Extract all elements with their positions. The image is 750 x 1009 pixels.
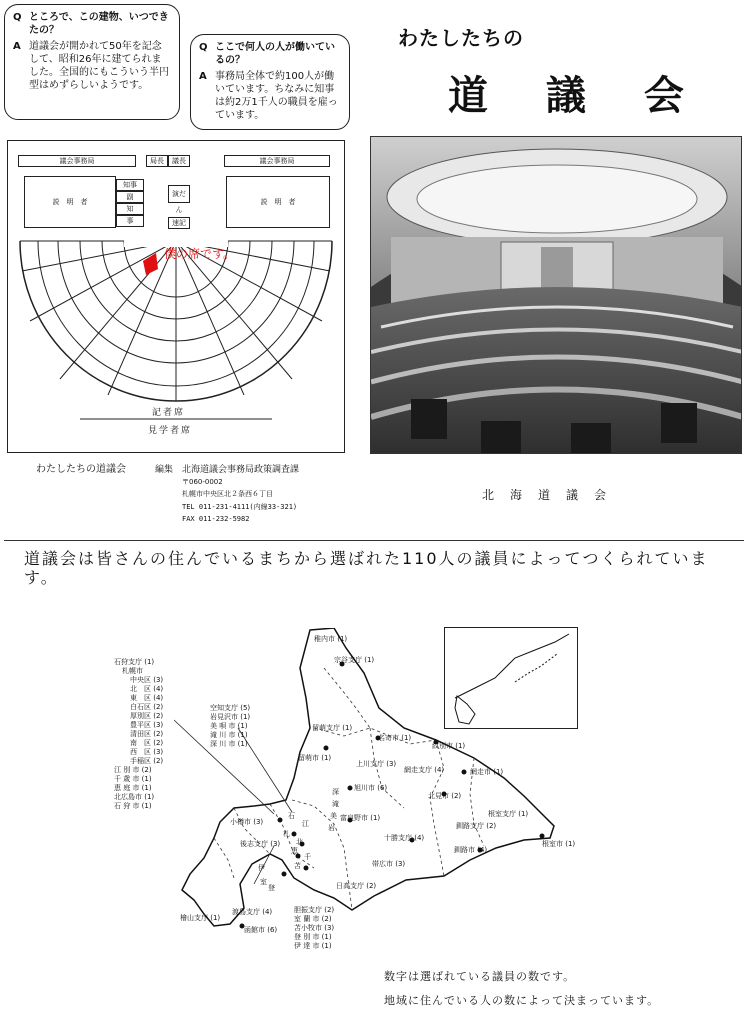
city-mark: 江 (302, 820, 309, 828)
region-entry: 西 区 (3) (130, 748, 164, 756)
map-label: 釧路市 (4) (454, 846, 488, 854)
headline: 道議会は皆さんの住んでいるまちから選ばれた110人の議員によってつくられています。 (24, 549, 709, 587)
map-label: 留萌市 (1) (298, 754, 332, 762)
gov-seat: 事 (116, 215, 144, 227)
office-right: 議会事務局 (224, 155, 330, 167)
chairman-seat: 議長 (168, 155, 190, 167)
region-entry: 胆振支庁 (2) (294, 906, 335, 914)
answer-staff: 事務局全体で約100人が働いています。ちなみに知事は約2万1千人の職員を雇っています。 (215, 71, 338, 121)
colophon-fax: FAX 011-232-5982 (182, 515, 250, 523)
map-label: 函館市 (6) (244, 926, 278, 934)
map-label: 上川支庁 (3) (356, 760, 397, 768)
region-entry: 手稲区 (2) (130, 757, 164, 765)
map-label: 後志支庁 (3) (240, 840, 281, 848)
gov-seat: 知 (116, 203, 144, 215)
cover-title: 道 議 会 (448, 73, 706, 119)
city-mark: 伊 (258, 864, 265, 872)
sorachi-list (210, 704, 250, 749)
city-mark: 岩 (328, 824, 335, 832)
colophon-name: わたしたちの道議会 (36, 464, 126, 475)
map-label: 根室支庁 (1) (488, 810, 529, 818)
region-entry: 豊平区 (3) (130, 721, 164, 729)
inset-map (444, 627, 578, 729)
cover-publisher: 北 海 道 議 会 (482, 488, 609, 502)
colophon-edit-label: 編集 (155, 465, 174, 475)
region-entry: 千 歳 市 (1) (114, 775, 152, 783)
map-label: 稚内市 (1) (314, 635, 348, 643)
seating-diagram (7, 140, 345, 453)
answer-building: 道議会が開かれて50年を記念して、昭和26年に建てられました。全国的にもこういう半円型はめずらしいようです。 (29, 41, 169, 91)
note-population: 地域に住んでいる人の数によって決まっています。 (384, 994, 660, 1007)
city-mark: 滝 (332, 800, 339, 808)
map-label: 十勝支庁 (4) (384, 834, 425, 842)
map-label: 帯広市 (3) (372, 860, 406, 868)
region-entry: 石狩支庁 (1) (114, 658, 155, 666)
map-label: 小樽市 (3) (230, 818, 264, 826)
region-entry: 札幌市 (122, 667, 143, 675)
region-entry: 石 狩 市 (1) (114, 802, 152, 810)
region-entry: 清田区 (2) (130, 730, 164, 738)
colophon-tel: TEL 011-231-4111(内線33-321) (182, 503, 298, 511)
city-mark: 恵 (291, 847, 298, 855)
map-label: 釧路支庁 (2) (456, 822, 497, 830)
region-entry: 白石区 (2) (130, 703, 164, 711)
map-label: 日高支庁 (2) (336, 882, 377, 890)
region-entry: 苫小牧市 (3) (294, 924, 335, 932)
region-entry: 南 区 (2) (130, 739, 164, 747)
region-entry: 岩見沢市 (1) (210, 713, 251, 721)
region-entry: 北 区 (4) (130, 685, 164, 693)
explainer-left (24, 176, 116, 228)
assembly-hall-illustration (371, 137, 742, 454)
map-label: 富良野市 (1) (340, 814, 381, 822)
map-label: 旭川市 (6) (354, 784, 388, 792)
region-entry: 美 唄 市 (1) (210, 722, 248, 730)
map-label: 紋別市 (1) (432, 742, 466, 750)
gov-seat: 知事 (116, 179, 144, 191)
map-label: 渡島支庁 (4) (232, 908, 273, 916)
question-staff: ここで何人の人が働いているの？ (215, 42, 335, 66)
city-mark: 苫 (294, 862, 301, 870)
question-building: ところで、この建物、いつできたの？ (29, 12, 169, 36)
region-entry: 厚別区 (2) (130, 712, 164, 720)
colophon-postal: 〒060-0002 (182, 478, 223, 486)
assembly-hall-photo (370, 136, 742, 454)
city-mark: 深 (332, 788, 339, 796)
section-divider (4, 540, 744, 541)
region-entry: 深 川 市 (1) (210, 740, 248, 748)
q-label: Q (199, 42, 208, 53)
city-mark: 登 (268, 884, 275, 892)
map-label: 網走市 (1) (470, 768, 504, 776)
governor-seats (116, 179, 144, 227)
note-seat-count: 数字は選ばれている議員の数です。 (384, 970, 576, 983)
map-label: 檜山支庁 (1) (180, 914, 221, 922)
qa-bubble-building (4, 4, 180, 120)
podium: 演だん (168, 185, 190, 203)
my-seat-label: 僕の席です。 (164, 247, 236, 261)
inset-map-islands (445, 628, 577, 728)
region-entry: 室 蘭 市 (2) (294, 915, 332, 923)
map-label: 根室市 (1) (542, 840, 576, 848)
press-seats-label: 記者席 (152, 408, 186, 418)
cover-subtitle: わたしたちの (398, 26, 524, 50)
stenographer-seat: 速記 (168, 217, 190, 229)
gov-seat: 副 (116, 191, 144, 203)
ishikari-list (114, 658, 163, 811)
map-label: 留萌支庁 (1) (312, 724, 353, 732)
qa-bubble-staff (190, 34, 350, 130)
visitor-seats-label: 見学者席 (148, 426, 193, 436)
iburi-list (294, 906, 334, 951)
city-mark: 美 (330, 812, 337, 820)
city-mark: 札 (283, 830, 290, 838)
colophon-editor: 北海道議会事務局政策調査課 (182, 465, 300, 475)
region-entry: 登 別 市 (1) (294, 933, 332, 941)
city-mark: 千 (304, 853, 311, 861)
region-entry: 東 区 (4) (130, 694, 164, 702)
region-entry: 空知支庁 (5) (210, 704, 251, 712)
q-label: Q (13, 12, 22, 23)
region-entry: 北広島市 (1) (114, 793, 155, 801)
explainer-right-label: 説 明 者 (260, 198, 296, 206)
region-entry: 恵 庭 市 (1) (114, 784, 152, 792)
director-seat: 局長 (146, 155, 168, 167)
region-entry: 伊 達 市 (1) (294, 942, 332, 950)
city-mark: 石 (288, 812, 295, 820)
office-left: 議会事務局 (18, 155, 136, 167)
city-mark: 北 (296, 838, 303, 846)
colophon-address: 札幌市中央区北２条西６丁目 (182, 490, 273, 498)
explainer-left-label: 説 明 者 (52, 198, 88, 206)
region-entry: 滝 川 市 (1) (210, 731, 248, 739)
city-mark: 室 (260, 878, 267, 886)
a-label: A (13, 41, 21, 52)
region-entry: 中央区 (3) (130, 676, 164, 684)
region-entry: 江 別 市 (2) (114, 766, 152, 774)
my-seat-marker (143, 253, 158, 275)
map-label: 網走支庁 (4) (404, 766, 445, 774)
map-label: 名寄市 (1) (378, 734, 412, 742)
explainer-right (226, 176, 330, 228)
map-label: 宗谷支庁 (1) (334, 656, 375, 664)
a-label: A (199, 71, 207, 82)
map-label: 北見市 (2) (428, 792, 462, 800)
